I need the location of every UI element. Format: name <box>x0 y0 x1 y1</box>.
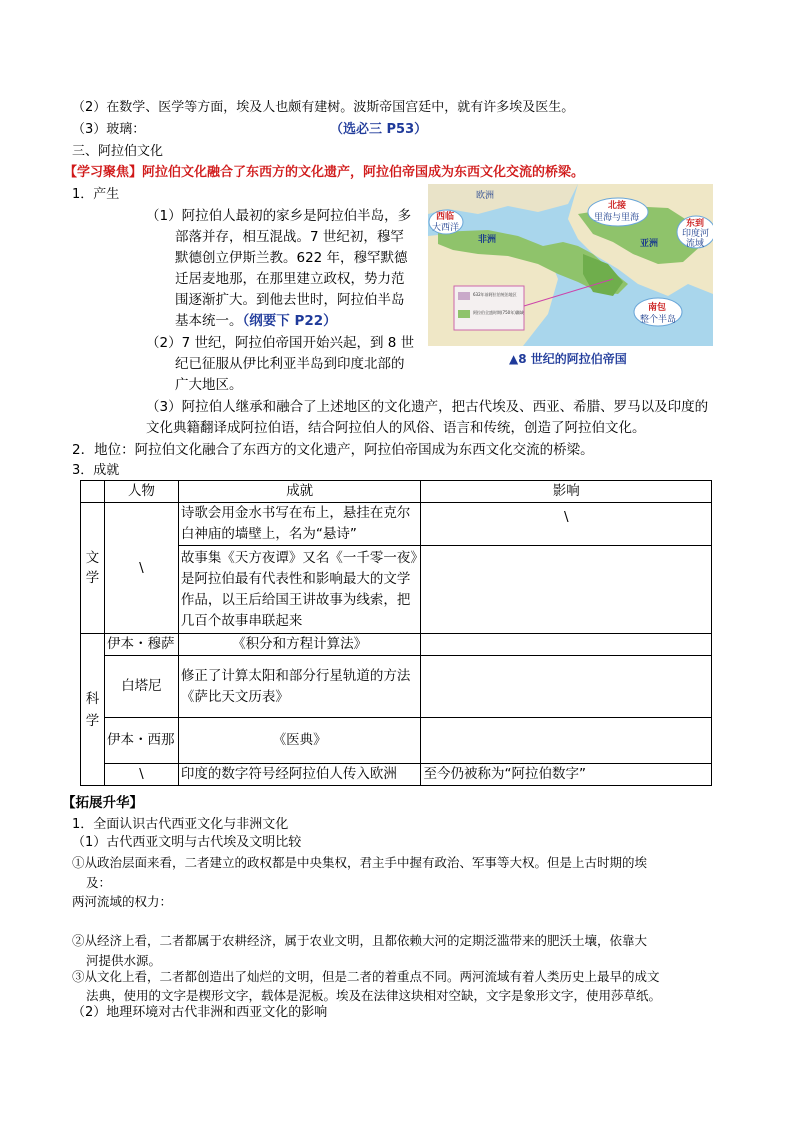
sci-person-4: \ <box>104 764 178 786</box>
legend-swatch-1 <box>458 292 470 300</box>
line: 广大地区。 <box>175 377 243 393</box>
label: （3）玻璃： <box>72 122 146 137</box>
north-sub: 里海与里海 <box>594 213 640 223</box>
south-sub: 整个半岛 <box>640 315 677 325</box>
category-science: 科学 <box>81 634 105 786</box>
extend-line: 两河流域的权力： <box>72 894 173 909</box>
header-person: 人物 <box>104 481 178 503</box>
extend-subheading: （2）地理环境对古代非洲和西亚文化的影响 <box>72 1005 328 1020</box>
line: 修正了计算太阳和部分行星轨道的方法 <box>180 667 411 684</box>
paragraph-2 <box>146 333 414 396</box>
focus-label: 【学习聚焦】 <box>64 165 143 180</box>
sci-impact-1 <box>421 634 712 656</box>
subheading: 3．成就 <box>72 463 120 478</box>
extend-line: 及： <box>86 875 112 890</box>
reference: （纲要下 P22） <box>242 313 337 329</box>
subheading: 2．地位：阿拉伯文化融合了东西方的文化遗产，阿拉伯帝国成为东西文化交流的桥梁。 <box>72 442 594 458</box>
focus-text: 阿拉伯文化融合了东西方的文化遗产，阿拉伯帝国成为东西文化交流的桥梁。 <box>142 165 585 180</box>
text: 基本统一。 <box>175 313 243 329</box>
header-blank <box>81 481 105 503</box>
map-caption: ▲8 世纪的阿拉伯帝国 <box>509 352 627 366</box>
asia-label: 亚洲 <box>640 239 659 249</box>
line: （2）7 世纪，阿拉伯帝国开始兴起，到 8 世 <box>146 335 415 351</box>
line: 部落并存，相互混战。7 世纪初，穆罕 <box>175 229 404 245</box>
line: 纪已征服从伊比利亚半岛到印度北部的 <box>175 356 405 372</box>
sci-impact-2 <box>421 656 712 718</box>
header-achievement: 成就 <box>178 481 421 503</box>
line: 围逐渐扩大。到他去世时，阿拉伯半岛 <box>175 292 405 308</box>
sci-person-3: 伊本・西那 <box>104 718 178 764</box>
west-label: 西临 <box>436 212 455 222</box>
line: （3）阿拉伯人继承和融合了上述地区的文化遗产，把古代埃及、西亚、希腊、罗马以及印度的 <box>146 399 709 415</box>
extend-line: 河提供水源。 <box>86 953 162 968</box>
subheading: 1．产生 <box>72 187 120 202</box>
extend-subheading: （1）古代西亚文明与古代埃及文明比较 <box>72 835 302 850</box>
line: 默德创立伊斯兰教。622 年，穆罕默德 <box>175 250 408 266</box>
lit-impact-1: \ <box>421 503 712 546</box>
east-sub-1: 印度河 <box>682 229 710 239</box>
south-label: 南包 <box>648 303 667 313</box>
sci-impact-4: 至今仍被称为“阿拉伯数字” <box>421 764 712 786</box>
sci-achievement-2 <box>178 656 421 718</box>
table-row <box>81 503 712 546</box>
header-impact: 影响 <box>421 481 712 503</box>
sci-achievement-4: 印度的数字符号经阿拉伯人传入欧洲 <box>178 764 421 786</box>
west-sub: 大西洋 <box>432 223 460 233</box>
table-row <box>81 718 712 764</box>
legend-text-1: 632年前阿拉伯统治地区 <box>473 292 517 297</box>
legend-text-2: 阿拉伯全盛时期(750年)疆域 <box>473 310 524 315</box>
sci-achievement-1: 《积分和方程计算法》 <box>178 634 421 656</box>
line <box>146 311 411 332</box>
reference: （选必三 P53） <box>330 122 428 137</box>
sci-achievement-3: 《医典》 <box>178 718 421 764</box>
paragraph-1 <box>146 206 411 332</box>
table-row <box>81 764 712 786</box>
east-sub-2: 流域 <box>686 239 705 249</box>
north-label: 北接 <box>608 201 627 211</box>
lit-person: \ <box>104 503 178 634</box>
extend-line: ③从文化上看，二者都创造出了灿烂的文明，但是二者的着重点不同。两河流域有着人类历史上最早的成文 <box>72 969 660 984</box>
lit-achievement-1: 诗歌会用金水书写在布上，悬挂在克尔白神庙的墙壁上，名为“悬诗” <box>178 503 421 546</box>
arab-empire-map <box>428 184 713 346</box>
achievements-table <box>80 480 712 786</box>
extend-title: 【拓展升华】 <box>62 795 143 811</box>
line: 迁居麦地那，在那里建立政权，势力范 <box>175 271 405 287</box>
sci-impact-3 <box>421 718 712 764</box>
text: 文化典籍翻译成阿拉伯语，结合阿拉伯人的风俗、语言和传统，创造了阿拉伯文化。 <box>146 420 646 436</box>
line <box>117 418 708 439</box>
category-literature: 文学 <box>81 503 105 634</box>
line: （1）阿拉伯人最初的家乡是阿拉伯半岛，多 <box>146 208 412 224</box>
table-row <box>81 634 712 656</box>
africa-label: 非洲 <box>478 235 497 245</box>
sci-person-2: 白塔尼 <box>104 656 178 718</box>
line: 《萨比天文历表》 <box>180 688 289 705</box>
sci-person-1: 伊本・穆萨 <box>104 634 178 656</box>
table-header-row <box>81 481 712 503</box>
europe-label: 欧洲 <box>476 191 495 201</box>
extend-line: 法典，使用的文字是楔形文字，载体是泥板。埃及在法律这块相对空缺，文字是象形文字，使用莎草纸。 <box>86 988 662 1003</box>
table-row <box>81 656 712 718</box>
legend-swatch-2 <box>458 310 470 318</box>
focus-line <box>64 164 584 182</box>
extend-line: ②从经济上看，二者都属于农耕经济，属于农业文明，且都依赖大河的定期泛滥带来的肥沃土壤，依靠大 <box>72 933 648 948</box>
extend-line: ①从政治层面来看，二者建立的政权都是中央集权，君主手中握有政治、军事等大权。但是上古时期的埃 <box>72 855 648 870</box>
paragraph-3 <box>146 397 708 439</box>
extend-subheading: 1．全面认识古代西亚文化与非洲文化 <box>72 817 289 832</box>
lit-achievement-2: 故事集《天方夜谭》又名《一千零一夜》是阿拉伯最有代表性和影响最大的文学作品，以王后给国王讲故事为线索，把几百个故事串联起来 <box>178 546 421 634</box>
text-line: （2）在数学、医学等方面，埃及人也颇有建树。波斯帝国宫廷中，就有许多埃及医生。 <box>72 100 575 115</box>
lit-impact-2 <box>421 546 712 634</box>
east-label: 东到 <box>686 219 705 229</box>
section-heading: 三、阿拉伯文化 <box>72 144 164 159</box>
text-line <box>72 121 145 139</box>
